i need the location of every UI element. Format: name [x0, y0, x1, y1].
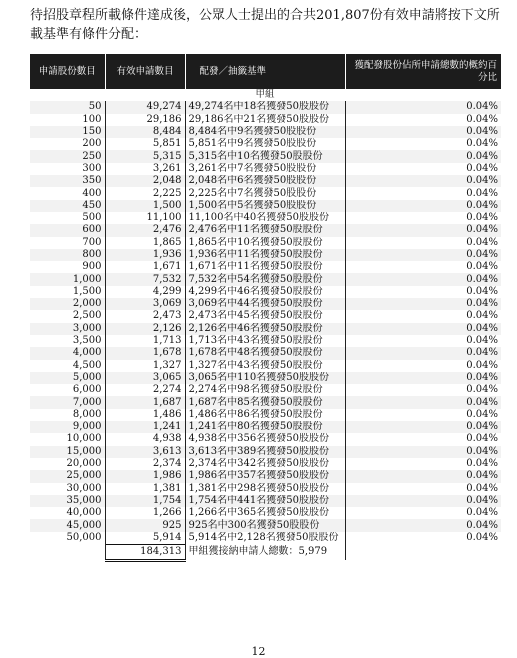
percentage-cell: 0.04%: [345, 421, 501, 433]
valid-applications-cell: 2,476: [105, 224, 185, 236]
shares-applied-cell: 50,000: [30, 532, 105, 545]
shares-applied-cell: 15,000: [30, 446, 105, 458]
shares-applied-cell: 9,000: [30, 421, 105, 433]
allocation-basis-cell: 3,069名中44名獲發50股股份: [185, 298, 345, 310]
table-row: [30, 261, 501, 273]
percentage-cell: 0.04%: [345, 495, 501, 507]
shares-applied-cell: 20,000: [30, 458, 105, 470]
shares-applied-cell: 4,500: [30, 360, 105, 372]
percentage-cell: 0.04%: [466, 507, 498, 519]
table-row: [30, 298, 501, 310]
shares-applied-cell: 5,000: [30, 372, 105, 384]
shares-applied-cell: 800: [30, 249, 105, 261]
table-row: [30, 310, 501, 322]
table-row: [30, 286, 501, 298]
percentage-cell: 0.04%: [345, 249, 501, 261]
intro-paragraph: 待招股章程所載條件達成後，公眾人士提出的合共201,807份有效申請將按下文所載基準有條件分配：: [30, 8, 500, 42]
allocation-basis-cell: 1,486名中86名獲發50股股份: [185, 409, 345, 421]
valid-applications-cell: 7,532: [105, 273, 185, 285]
allocation-basis-cell: 2,274名中98名獲發50股股份: [185, 384, 345, 396]
table-row: [30, 249, 501, 261]
percentage-cell: 0.04%: [345, 150, 501, 162]
valid-applications-cell: 1,500: [105, 200, 185, 212]
shares-applied-cell: 40,000: [30, 507, 105, 519]
table-row: [30, 175, 501, 187]
valid-applications-cell: 2,473: [105, 310, 185, 322]
shares-applied-cell: 150: [30, 126, 105, 138]
percentage-cell: 0.04%: [466, 458, 498, 470]
percentage-cell: 0.04%: [466, 138, 498, 150]
valid-applications-cell: 2,126: [105, 323, 185, 335]
table-row: [30, 372, 501, 384]
shares-applied-cell: 450: [30, 200, 105, 212]
table-row: [30, 212, 501, 224]
allocation-basis-cell: 2,374名中342名獲發50股股份: [185, 458, 345, 470]
allocation-basis-cell: 2,048名中6名獲發50股股份: [185, 175, 345, 187]
group-label-row: [30, 89, 501, 101]
allocation-basis-cell: 4,938名中356名獲發50股股份: [185, 433, 345, 445]
allocation-basis-cell: 7,532名中54名獲發50股股份: [185, 273, 345, 285]
valid-applications-cell: 1,687: [105, 396, 185, 408]
percentage-cell: 0.04%: [345, 101, 501, 113]
shares-applied-cell: 100: [30, 114, 105, 126]
valid-applications-cell: 1,486: [105, 409, 185, 421]
header-approx-percentage: 獲配發股份佔所申請總數的概約百分比: [345, 54, 501, 89]
valid-applications-cell: 1,671: [105, 261, 185, 273]
shares-applied-cell: 700: [30, 237, 105, 249]
shares-applied-cell: 500: [30, 212, 105, 224]
table-row: [30, 101, 501, 113]
valid-applications-cell: 925: [105, 519, 185, 531]
percentage-cell: 0.04%: [466, 384, 498, 396]
allocation-basis-cell: 1,381名中298名獲發50股股份: [185, 483, 345, 495]
shares-applied-cell: 7,000: [30, 396, 105, 408]
allocation-basis-cell: 4,299名中46名獲發50股股份: [185, 286, 345, 298]
allocation-basis-cell: 3,261名中7名獲發50股股份: [185, 163, 345, 175]
valid-applications-cell: 2,374: [105, 458, 185, 470]
shares-applied-cell: 50: [30, 101, 105, 113]
total-row: [30, 544, 501, 560]
allocation-basis-cell: 1,241名中80名獲發50股股份: [185, 421, 345, 433]
table-row: [30, 433, 501, 445]
allocation-basis-cell: 1,713名中43名獲發50股股份: [185, 335, 345, 347]
valid-applications-cell: 4,938: [105, 433, 185, 445]
table-row: [30, 335, 501, 347]
allocation-basis-cell: 29,186名中21名獲發50股股份: [185, 114, 345, 126]
valid-applications-cell: 1,241: [105, 421, 185, 433]
allocation-basis-cell: 925名中300名獲發50股股份: [185, 519, 345, 531]
percentage-cell: 0.04%: [466, 113, 498, 125]
valid-applications-cell: 5,315: [105, 150, 185, 162]
percentage-cell: 0.04%: [345, 200, 501, 212]
shares-applied-cell: 3,500: [30, 335, 105, 347]
table-row: [30, 150, 501, 162]
percentage-cell: 0.04%: [466, 532, 498, 544]
allocation-basis-cell: 8,484名中9名獲發50股股份: [185, 126, 345, 138]
percentage-cell: 0.04%: [466, 187, 498, 199]
table-row: [30, 409, 501, 421]
shares-applied-cell: 1,000: [30, 273, 105, 285]
shares-applied-cell: 300: [30, 163, 105, 175]
allocation-basis-cell: 1,266名中365名獲發50股股份: [185, 507, 345, 519]
valid-applications-cell: 1,713: [105, 335, 185, 347]
shares-applied-cell: 25,000: [30, 470, 105, 482]
percentage-cell: 0.04%: [345, 519, 501, 531]
table-row: [30, 163, 501, 175]
percentage-cell: 0.04%: [466, 408, 498, 420]
allocation-basis-cell: 1,500名中5名獲發50股股份: [185, 200, 345, 212]
table-row: [30, 126, 501, 138]
table-row: [30, 446, 501, 458]
valid-applications-cell: 5,914: [105, 532, 185, 545]
valid-applications-cell: 2,225: [105, 187, 185, 199]
percentage-cell: 0.04%: [345, 470, 501, 482]
table-row: [30, 114, 501, 126]
allocation-basis-cell: 3,613名中389名獲發50股股份: [185, 446, 345, 458]
shares-applied-cell: 45,000: [30, 519, 105, 531]
valid-applications-cell: 1,936: [105, 249, 185, 261]
valid-applications-cell: 2,048: [105, 175, 185, 187]
table-row: [30, 224, 501, 236]
allocation-basis-cell: 2,476名中11名獲發50股股份: [185, 224, 345, 236]
table-row: [30, 396, 501, 408]
percentage-cell: 0.04%: [345, 224, 501, 236]
header-shares-applied: 申請股份數目: [30, 54, 105, 89]
allocation-basis-cell: 1,865名中10名獲發50股股份: [185, 237, 345, 249]
allocation-basis-cell: 5,315名中10名獲發50股股份: [185, 150, 345, 162]
percentage-cell: 0.04%: [466, 162, 498, 174]
percentage-cell: 0.04%: [345, 126, 501, 138]
allocation-basis-cell: 5,851名中9名獲發50股股份: [185, 138, 345, 150]
table-row: [30, 187, 501, 199]
total-valid-applications: 184,313: [105, 544, 185, 560]
table-row: [30, 138, 501, 150]
allocation-basis-cell: 1,936名中11名獲發50股股份: [185, 249, 345, 261]
table-header-row: [30, 54, 501, 89]
valid-applications-cell: 1,678: [105, 347, 185, 359]
percentage-cell: 0.04%: [345, 323, 501, 335]
percentage-cell: 0.04%: [466, 212, 498, 224]
table-row: [30, 519, 501, 531]
shares-applied-cell: 8,000: [30, 409, 105, 421]
shares-applied-cell: 2,000: [30, 298, 105, 310]
group-label: 甲組: [185, 89, 345, 101]
valid-applications-cell: 8,484: [105, 126, 185, 138]
shares-applied-cell: 35,000: [30, 495, 105, 507]
allocation-basis-cell: 5,914名中2,128名獲發50股股份: [185, 532, 345, 545]
valid-applications-cell: 1,381: [105, 483, 185, 495]
shares-applied-cell: 2,500: [30, 310, 105, 322]
total-successful-applicants: 甲組獲接納申請人總數：5,979: [185, 544, 345, 560]
table-row: [30, 532, 501, 545]
table-row: [30, 421, 501, 433]
header-allocation-basis: 配發／抽籤基準: [185, 54, 345, 89]
valid-applications-cell: 4,299: [105, 286, 185, 298]
shares-applied-cell: 3,000: [30, 323, 105, 335]
shares-applied-cell: 4,000: [30, 347, 105, 359]
shares-applied-cell: 600: [30, 224, 105, 236]
table-row: [30, 200, 501, 212]
table-row: [30, 458, 501, 470]
shares-applied-cell: 10,000: [30, 433, 105, 445]
percentage-cell: 0.04%: [466, 335, 498, 347]
allocation-basis-cell: 2,126名中46名獲發50股股份: [185, 323, 345, 335]
table-row: [30, 483, 501, 495]
header-valid-applications: 有效申請數目: [105, 54, 185, 89]
valid-applications-cell: 3,613: [105, 446, 185, 458]
table-row: [30, 237, 501, 249]
shares-applied-cell: 30,000: [30, 483, 105, 495]
shares-applied-cell: 400: [30, 187, 105, 199]
percentage-cell: 0.04%: [466, 236, 498, 248]
shares-applied-cell: 1,500: [30, 286, 105, 298]
table-row: [30, 273, 501, 285]
page-number: 12: [251, 645, 266, 658]
table-row: [30, 495, 501, 507]
allocation-basis-cell: 1,986名中357名獲發50股股份: [185, 470, 345, 482]
valid-applications-cell: 3,069: [105, 298, 185, 310]
percentage-cell: 0.04%: [345, 273, 501, 285]
percentage-cell: 0.04%: [466, 285, 498, 297]
valid-applications-cell: 29,186: [105, 114, 185, 126]
percentage-cell: 0.04%: [345, 396, 501, 408]
allocation-basis-cell: 11,100名中40名獲發50股股份: [185, 212, 345, 224]
shares-applied-cell: 200: [30, 138, 105, 150]
percentage-cell: 0.04%: [466, 482, 498, 494]
table-row: [30, 507, 501, 519]
percentage-cell: 0.04%: [466, 359, 498, 371]
allocation-basis-cell: 1,754名中441名獲發50股股份: [185, 495, 345, 507]
allocation-basis-cell: 49,274名中18名獲發50股股份: [185, 101, 345, 113]
allocation-basis-cell: 3,065名中110名獲發50股股份: [185, 372, 345, 384]
percentage-cell: 0.04%: [466, 310, 498, 322]
shares-applied-cell: 6,000: [30, 384, 105, 396]
valid-applications-cell: 1,986: [105, 470, 185, 482]
allocation-basis-cell: 2,225名中7名獲發50股股份: [185, 187, 345, 199]
valid-applications-cell: 1,754: [105, 495, 185, 507]
percentage-cell: 0.04%: [466, 433, 498, 445]
valid-applications-cell: 5,851: [105, 138, 185, 150]
table-row: [30, 347, 501, 359]
percentage-cell: 0.04%: [345, 446, 501, 458]
shares-applied-cell: 250: [30, 150, 105, 162]
allocation-basis-cell: 1,327名中43名獲發50股股份: [185, 360, 345, 372]
allocation-basis-cell: 1,678名中48名獲發50股股份: [185, 347, 345, 359]
table-row: [30, 384, 501, 396]
valid-applications-cell: 1,327: [105, 360, 185, 372]
valid-applications-cell: 11,100: [105, 212, 185, 224]
table-row: [30, 360, 501, 372]
table-row: [30, 323, 501, 335]
valid-applications-cell: 2,274: [105, 384, 185, 396]
percentage-cell: 0.04%: [345, 372, 501, 384]
percentage-cell: 0.04%: [345, 298, 501, 310]
percentage-cell: 0.04%: [345, 175, 501, 187]
table-row: [30, 470, 501, 482]
allocation-basis-cell: 2,473名中45名獲發50股股份: [185, 310, 345, 322]
valid-applications-cell: 3,261: [105, 163, 185, 175]
allocation-basis-cell: 1,687名中85名獲發50股股份: [185, 396, 345, 408]
allocation-basis-cell: 1,671名中11名獲發50股股份: [185, 261, 345, 273]
shares-applied-cell: 350: [30, 175, 105, 187]
percentage-cell: 0.04%: [466, 261, 498, 273]
valid-applications-cell: 1,266: [105, 507, 185, 519]
valid-applications-cell: 49,274: [105, 101, 185, 113]
shares-applied-cell: 900: [30, 261, 105, 273]
valid-applications-cell: 3,065: [105, 372, 185, 384]
valid-applications-cell: 1,865: [105, 237, 185, 249]
percentage-cell: 0.04%: [345, 347, 501, 359]
allocation-table: [30, 54, 501, 562]
